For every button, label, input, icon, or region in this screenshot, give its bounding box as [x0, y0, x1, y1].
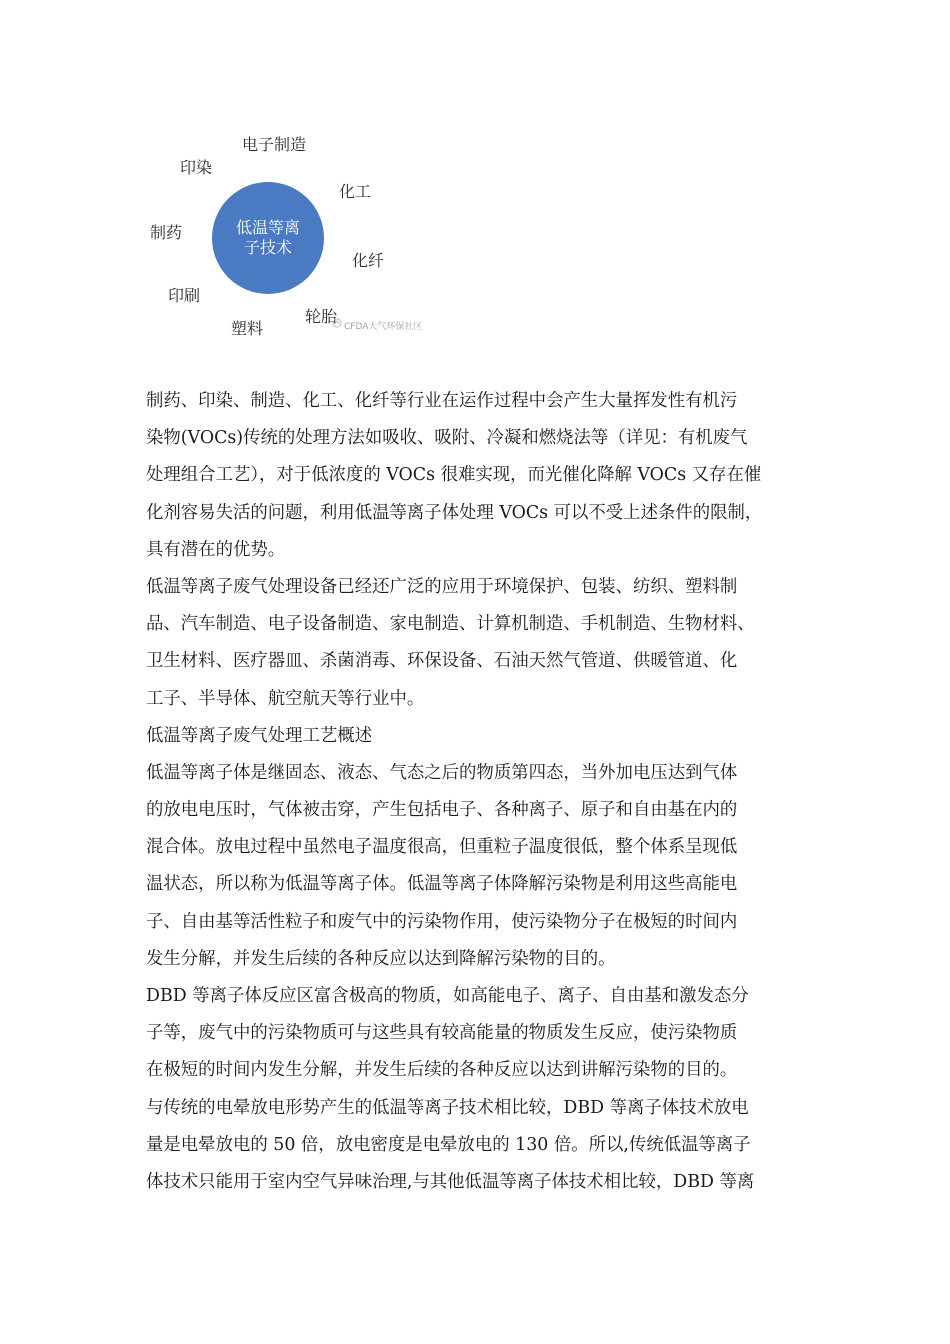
- watermark-icon: [332, 318, 342, 328]
- text-line: 低温等离子体是继固态、液态、气态之后的物质第四态，当外加电压达到气体: [146, 762, 738, 783]
- text-line: 处理组合工艺），对于低浓度的 VOCs 很难实现，而光催化降解 VOCs 又存在催: [146, 465, 762, 486]
- application-diagram: [146, 118, 446, 344]
- text-line: 品、汽车制造、电子设备制造、家电制造、计算机制造、手机制造、生物材料、: [146, 614, 755, 635]
- text-line: 低温等离子废气处理设备已经还广泛的应用于环境保护、包装、纺织、塑料制: [146, 576, 738, 597]
- text-line: 与传统的电晕放电形势产生的低温等离子技术相比较，DBD 等离子体技术放电: [146, 1097, 749, 1118]
- watermark-text: CFDA大气环保社区: [344, 322, 423, 332]
- section-heading: 低温等离子废气处理工艺概述: [146, 725, 373, 746]
- text-line: 体技术只能用于室内空气异味治理,与其他低温等离子体技术相比较，DBD 等离: [146, 1171, 755, 1192]
- text-line: 量是电晕放电的 50 倍，放电密度是电晕放电的 130 倍。所以,传统低温等离子: [146, 1134, 751, 1155]
- text-line: 混合体。放电过程中虽然电子温度很高，但重粒子温度很低，整个体系呈现低: [146, 837, 738, 858]
- text-line: 工子、半导体、航空航天等行业中。: [146, 688, 425, 709]
- label-chemical: 化工: [339, 182, 372, 201]
- label-printing: 印刷: [168, 286, 201, 305]
- text-line: 温状态，所以称为低温等离子体。低温等离子体降解污染物是利用这些高能电: [146, 874, 738, 895]
- text-line: 的放电电压时，气体被击穿，产生包括电子、各种离子、原子和自由基在内的: [146, 800, 738, 821]
- text-line: 染物(VOCs)传统的处理方法如吸收、吸附、冷凝和燃烧法等（详见：有机废气: [146, 428, 748, 449]
- label-dyeing: 印染: [180, 158, 213, 177]
- text-line: 卫生材料、医疗器皿、杀菌消毒、环保设备、石油天然气管道、供暖管道、化: [146, 651, 738, 672]
- label-electronics: 电子制造: [242, 135, 307, 154]
- text-line: 具有潜在的优势。: [146, 539, 286, 560]
- hub-label: 低温等离子技术: [235, 218, 300, 257]
- text-line: 化剂容易失活的问题，利用低温等离子体处理 VOCs 可以不受上述条件的限制，: [146, 502, 763, 523]
- label-tire: 轮胎: [305, 307, 338, 326]
- article-body: [146, 383, 816, 1201]
- text-line: 在极短的时间内发生分解，并发生后续的各种反应以达到讲解污染物的目的。: [146, 1060, 738, 1081]
- label-plastic: 塑料: [231, 319, 264, 338]
- text-line: 子等，废气中的污染物质可与这些具有较高能量的物质发生反应，使污染物质: [146, 1023, 738, 1044]
- text-line: 发生分解，并发生后续的各种反应以达到降解污染物的目的。: [146, 948, 616, 969]
- text-line: DBD 等离子体反应区富含极高的物质，如高能电子、离子、自由基和激发态分: [146, 986, 749, 1006]
- text-line: 子、自由基等活性粒子和废气中的污染物作用，使污染物分子在极短的时间内: [146, 911, 738, 932]
- text-line: 制药、印染、制造、化工、化纤等行业在运作过程中会产生大量挥发性有机污: [146, 391, 738, 411]
- hub-circle: [212, 182, 324, 294]
- label-pharma: 制药: [150, 223, 183, 242]
- label-chemical-fiber: 化纤: [352, 251, 385, 270]
